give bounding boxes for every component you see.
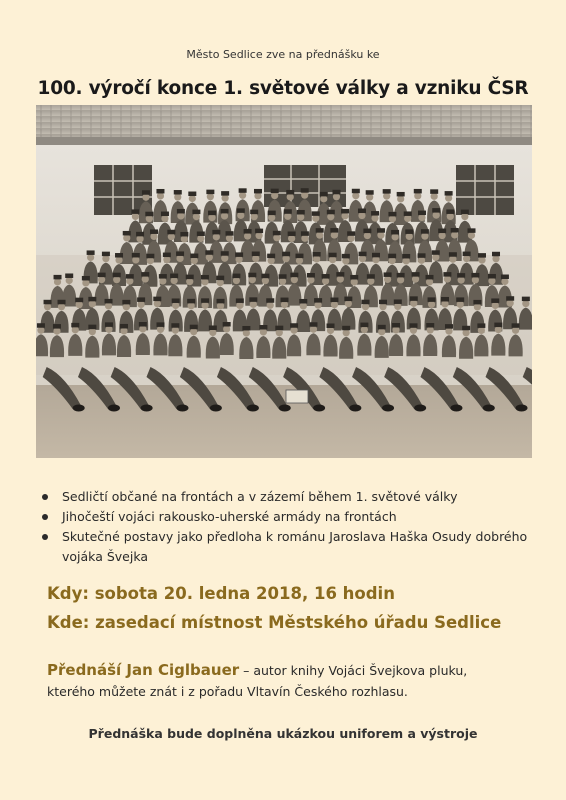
lecturer-info <box>47 660 547 702</box>
page-title: 100. výročí konce 1. světové války a vzniku ČSR <box>37 78 529 99</box>
topic-list <box>40 487 540 567</box>
soldiers-group-photo <box>36 105 532 458</box>
lecturer-desc: – autor knihy Vojáci Švejkova pluku, <box>239 663 468 678</box>
lecturer-name: Přednáší Jan Ciglbauer <box>47 661 240 679</box>
list-item: Sedličtí občané na frontách a v zázemí během 1. světové války <box>40 487 540 507</box>
list-item: Jihočeští vojáci rakousko-uherské armády na frontách <box>40 507 540 527</box>
lecturer-desc-2: kterého můžete znát i z pořadu Vltavín Českého rozhlasu. <box>47 684 408 699</box>
list-item: Skutečné postavy jako předloha k románu Jaroslava Haška Osudy dobrého vojáka Švejka <box>40 527 540 567</box>
event-date: Kdy: sobota 20. ledna 2018, 16 hodin <box>47 584 395 603</box>
event-location: Kde: zasedací místnost Městského úřadu Sedlice <box>47 613 502 632</box>
intro-text: Město Sedlice zve na přednášku ke <box>186 48 380 61</box>
footer-note: Přednáška bude doplněna ukázkou uniforem a výstroje <box>88 726 478 741</box>
